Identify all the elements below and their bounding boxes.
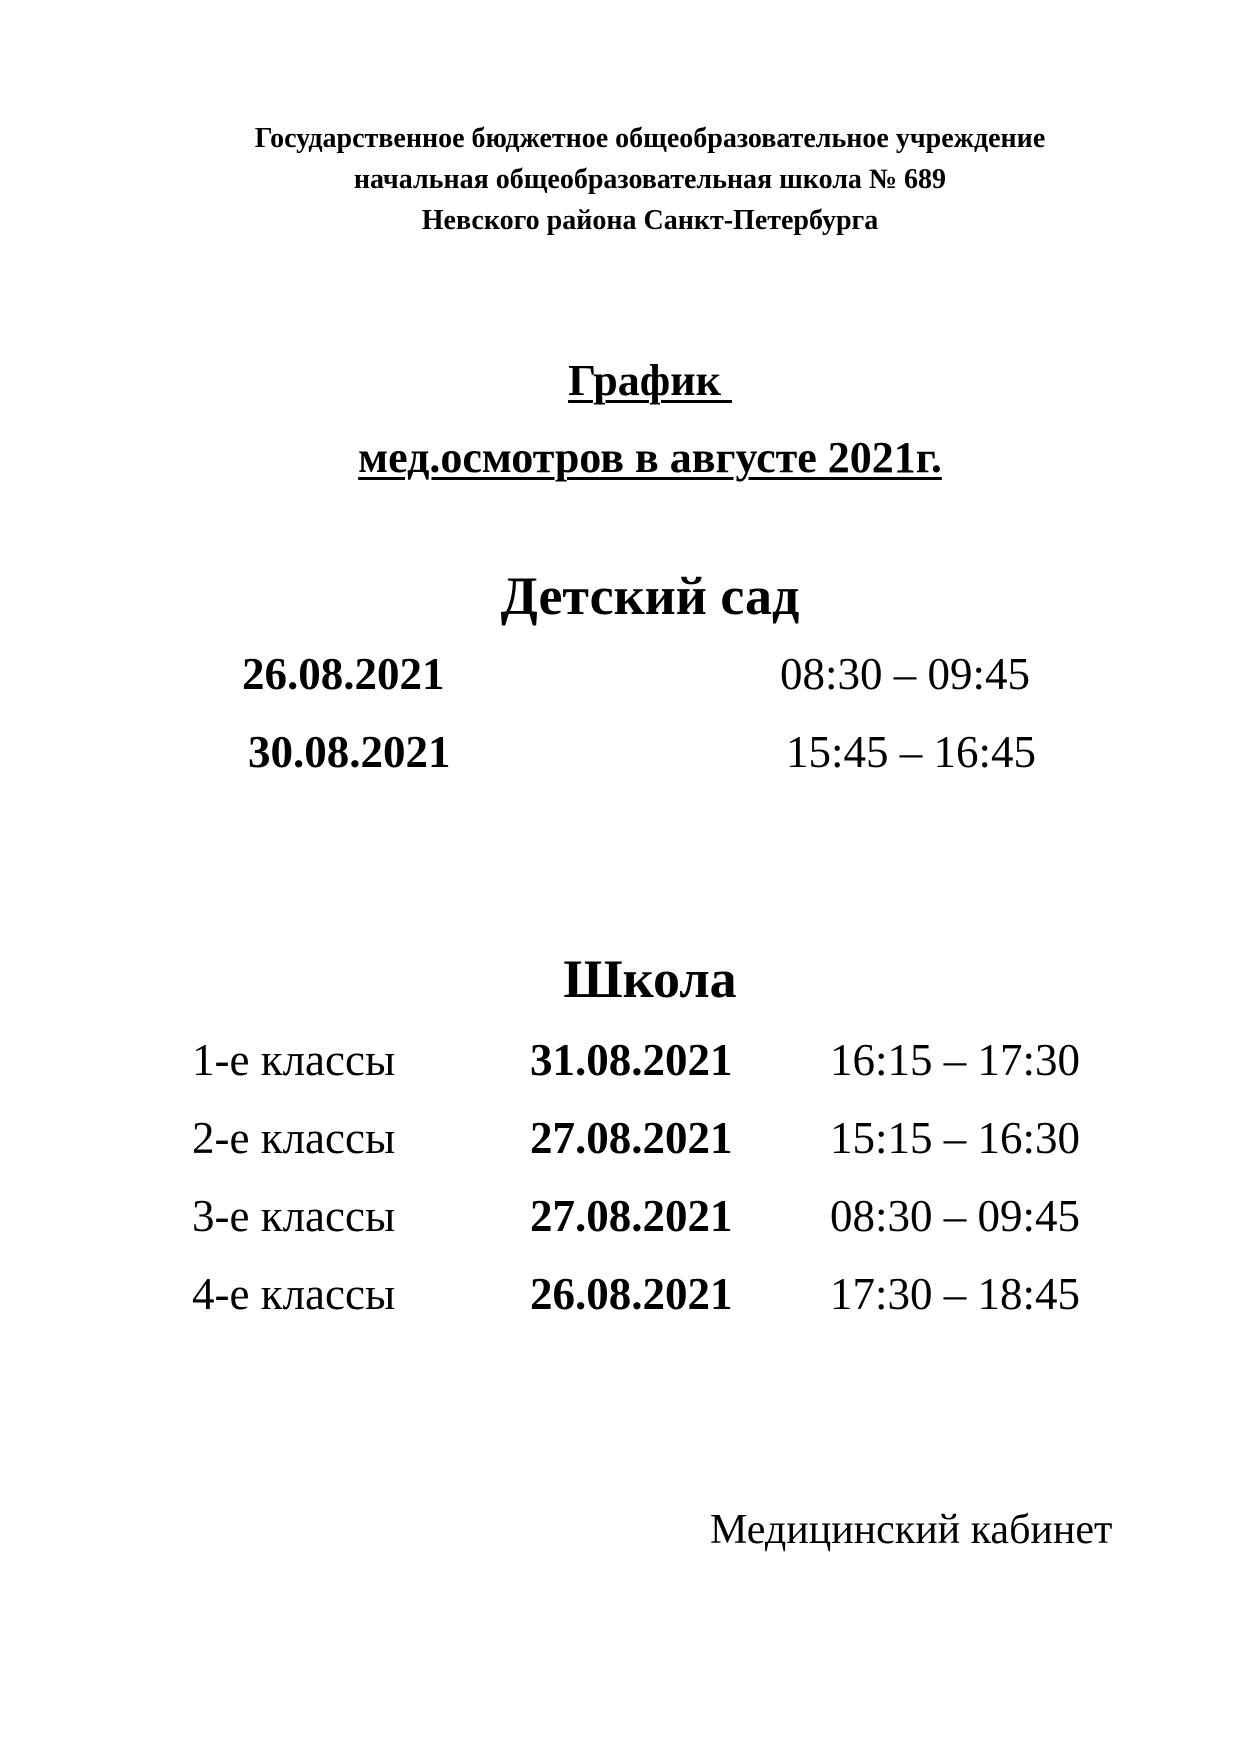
grade-label: 1-е классы: [192, 1035, 396, 1085]
schedule-subtitle: мед.осмотров в августе 2021г.: [358, 433, 942, 482]
exam-time: 08:30 – 09:45: [780, 649, 1031, 699]
signature-medical-office: Медицинский кабинет: [710, 1507, 1113, 1553]
school-row: [0, 1268, 1240, 1328]
exam-date: 31.08.2021: [530, 1035, 733, 1085]
institution-name-line-2: начальная общеобразовательная школа № 689: [353, 164, 947, 195]
school-row: [0, 1034, 1240, 1094]
school-heading: Школа: [563, 949, 737, 1009]
exam-date: 26.08.2021: [242, 649, 445, 699]
exam-date: 30.08.2021: [248, 727, 451, 777]
institution-header: [0, 118, 1240, 241]
exam-time: 15:15 – 16:30: [830, 1113, 1081, 1163]
exam-date: 27.08.2021: [530, 1191, 733, 1241]
school-row: [0, 1112, 1240, 1172]
exam-time: 17:30 – 18:45: [830, 1269, 1081, 1319]
grade-label: 2-е классы: [192, 1113, 396, 1163]
exam-date: 27.08.2021: [530, 1113, 733, 1163]
schedule-title: График: [568, 356, 732, 405]
kindergarten-row: [0, 648, 1240, 708]
grade-label: 3-е классы: [192, 1191, 396, 1241]
school-row: [0, 1190, 1240, 1250]
kindergarten-row: [0, 726, 1240, 786]
exam-time: 08:30 – 09:45: [830, 1191, 1081, 1241]
institution-name-line-3: Невского района Санкт-Петербурга: [421, 205, 879, 236]
exam-time: 15:45 – 16:45: [786, 727, 1037, 777]
exam-date: 26.08.2021: [530, 1269, 733, 1319]
kindergarten-heading: Детский сад: [500, 566, 800, 626]
institution-name-line-1: Государственное бюджетное общеобразовательное учреждение: [254, 123, 1046, 154]
exam-time: 16:15 – 17:30: [830, 1035, 1081, 1085]
grade-label: 4-е классы: [192, 1269, 396, 1319]
